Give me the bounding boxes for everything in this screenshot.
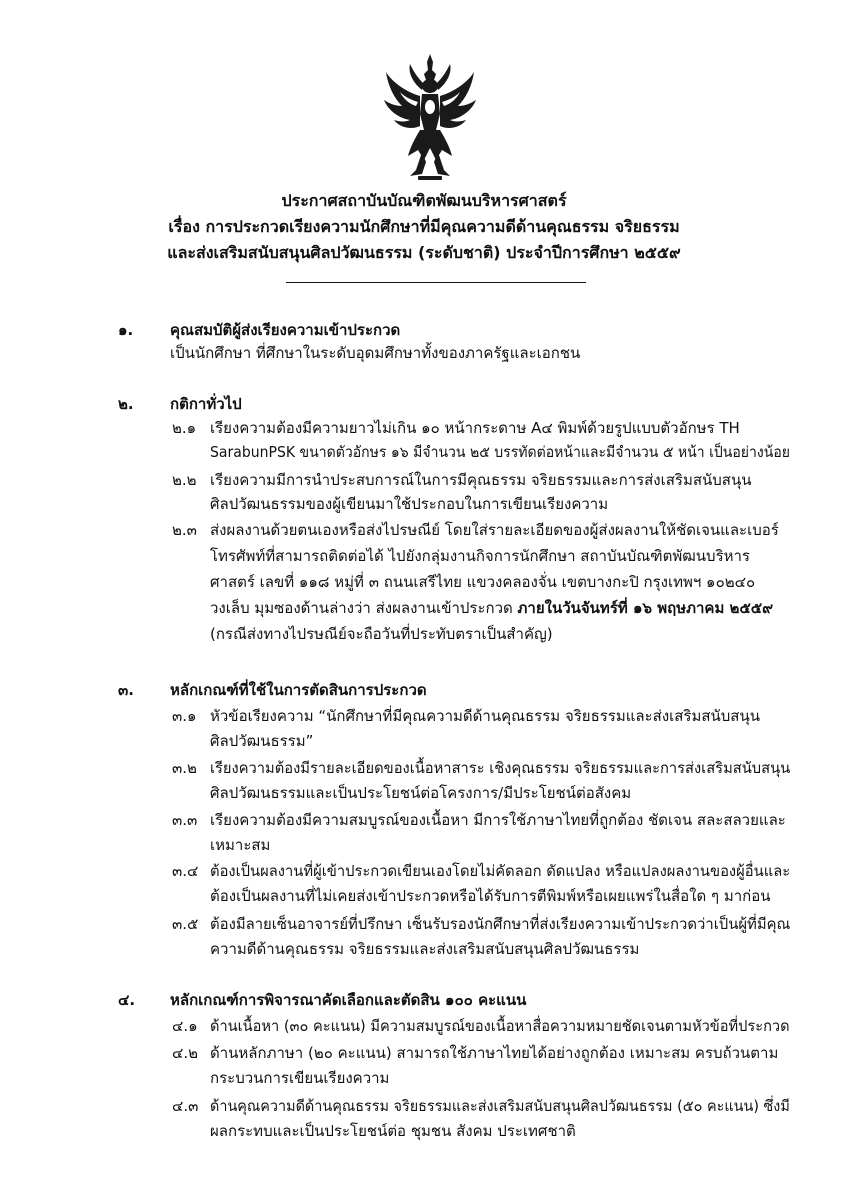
item-line: เรียงความต้องมีความยาวไม่เกิน ๑๐ หน้ากระดาษ A๔ พิมพ์ด้วยรูปแบบตัวอักษร TH: [210, 419, 740, 437]
submission-deadline: ภายในวันจันทร์ที่ ๑๖ พฤษภาคม ๒๕๕๙: [517, 599, 774, 617]
item-line: กระบวนการเขียนเรียงความ: [210, 1069, 390, 1087]
section-number: ๔.: [118, 991, 136, 1009]
section-title: กติกาทั่วไป: [170, 395, 242, 413]
item-line: เหมาะสม: [210, 836, 271, 854]
item-line: ส่งผลงานด้วยตนเองหรือส่งไปรษณีย์ โดยใส่รายละเอียดของผู้ส่งผลงานให้ชัดเจนและเบอร์: [210, 521, 779, 539]
item-line: ต้องเป็นผลงานที่ไม่เคยส่งเข้าประกวดหรือได้รับการตีพิมพ์หรือเผยแพร่ในสื่อใด ๆ มาก่อน: [210, 887, 771, 905]
item-line: ผลกระทบและเป็นประโยชน์ต่อ ชุมชน สังคม ประเทศชาติ: [210, 1122, 576, 1140]
item-line: เรียงความมีการนำประสบการณ์ในการมีคุณธรรม จริยธรรมและการส่งเสริมสนับสนุน: [210, 471, 752, 489]
section-body: เป็นนักศึกษา ที่ศึกษาในระดับอุดมศึกษาทั้งของภาครัฐและเอกชน: [170, 344, 581, 362]
item-number: ๓.๕: [172, 915, 199, 933]
item-number: ๔.๓: [172, 1097, 199, 1115]
item-number: ๓.๒: [172, 759, 197, 777]
item-number: ๒.๑: [172, 419, 197, 437]
item-line: หัวข้อเรียงความ “นักศึกษาที่มีคุณความดีด้านคุณธรรม จริยธรรมและส่งเสริมสนับสนุน: [210, 707, 760, 725]
item-line: เรียงความต้องมีความสมบูรณ์ของเนื้อหา มีการใช้ภาษาไทยที่ถูกต้อง ชัดเจน สละสลวยและ: [210, 811, 786, 829]
item-line-with-deadline: [210, 598, 773, 618]
item-number: ๔.๒: [172, 1044, 199, 1062]
section-title: หลักเกณฑ์ที่ใช้ในการตัดสินการประกวด: [170, 681, 427, 699]
section-title: หลักเกณฑ์การพิจารณาคัดเลือกและตัดสิน ๑๐๐ คะแนน: [170, 991, 527, 1009]
item-number: ๓.๔: [172, 862, 199, 880]
item-line: ศิลปวัฒนธรรมของผู้เขียนมาใช้ประกอบในการเขียนเรียงความ: [210, 495, 609, 513]
section-number: ๒.: [118, 395, 134, 413]
item-line: ศาสตร์ เลขที่ ๑๑๘ หมู่ที่ ๓ ถนนเสรีไทย แขวงคลองจั่น เขตบางกะปิ กรุงเทพฯ ๑๐๒๔๐: [210, 573, 756, 591]
item-number: ๒.๓: [172, 521, 197, 539]
item-number: ๒.๒: [172, 471, 197, 489]
item-number: ๓.๑: [172, 707, 197, 725]
item-number: ๓.๓: [172, 811, 198, 829]
item-line: ต้องมีลายเซ็นอาจารย์ที่ปรึกษา เซ็นรับรองนักศึกษาที่ส่งเรียงความเข้าประกวดว่าเป็นผู้ที่มีคุณ: [210, 915, 791, 933]
item-line: ความดีด้านคุณธรรม จริยธรรมและส่งเสริมสนับสนุนศิลปวัฒนธรรม: [210, 940, 640, 958]
item-line: SarabunPSK ขนาดตัวอักษร ๑๖ มีจำนวน ๒๕ บรรทัดต่อหน้าและมีจำนวน ๕ หน้า เป็นอย่างน้อย: [210, 443, 790, 461]
item-line: ต้องเป็นผลงานที่ผู้เข้าประกวดเขียนเองโดยไม่คัดลอก ดัดแปลง หรือแปลงผลงานของผู้อื่นและ: [210, 862, 791, 880]
item-line: ศิลปวัฒนธรรมและเป็นประโยชน์ต่อโครงการ/มีประโยชน์ต่อสังคม: [210, 784, 632, 802]
announcement-subject-continued: และส่งเสริมสนับสนุนศิลปวัฒนธรรม (ระดับชาติ) ประจำปีการศึกษา ๒๕๕๙: [167, 243, 681, 262]
section-number: ๓.: [118, 681, 134, 699]
item-line: ด้านหลักภาษา (๒๐ คะแนน) สามารถใช้ภาษาไทยได้อย่างถูกต้อง เหมาะสม ครบถ้วนตาม: [210, 1044, 779, 1062]
announcement-subject: เรื่อง การประกวดเรียงความนักศึกษาที่มีคุณความดีด้านคุณธรรม จริยธรรม: [168, 217, 680, 236]
header-divider: [286, 282, 586, 283]
item-line: ด้านคุณความดีด้านคุณธรรม จริยธรรมและส่งเสริมสนับสนุนศิลปวัฒนธรรม (๕๐ คะแนน) ซึ่งมี: [210, 1097, 790, 1115]
section-number: ๑.: [118, 321, 134, 339]
section-title: คุณสมบัติผู้ส่งเรียงความเข้าประกวด: [170, 321, 401, 339]
item-line: ด้านเนื้อหา (๓๐ คะแนน) มีความสมบูรณ์ของเนื้อหาสื่อความหมายชัดเจนตามหัวข้อที่ประกวด: [210, 1017, 790, 1035]
item-line: โทรศัพท์ที่สามารถติดต่อได้ ไปยังกลุ่มงานกิจการนักศึกษา สถาบันบัณฑิตพัฒนบริหาร: [210, 547, 750, 565]
item-line: วงเล็บ มุมซองด้านล่างว่า ส่งผลงานเข้าประกวด: [210, 599, 518, 617]
item-number: ๔.๑: [172, 1017, 198, 1035]
announcement-title: ประกาศสถาบันบัณฑิตพัฒนบริหารศาสตร์: [281, 191, 567, 210]
item-line: ศิลปวัฒนธรรม”: [210, 732, 314, 750]
item-line: เรียงความต้องมีรายละเอียดของเนื้อหาสาระ เชิงคุณธรรม จริยธรรมและการส่งเสริมสนับสนุน: [210, 759, 791, 777]
garuda-emblem-icon: [380, 52, 480, 182]
item-line: (กรณีส่งทางไปรษณีย์จะถือวันที่ประทับตราเป็นสำคัญ): [210, 625, 553, 643]
